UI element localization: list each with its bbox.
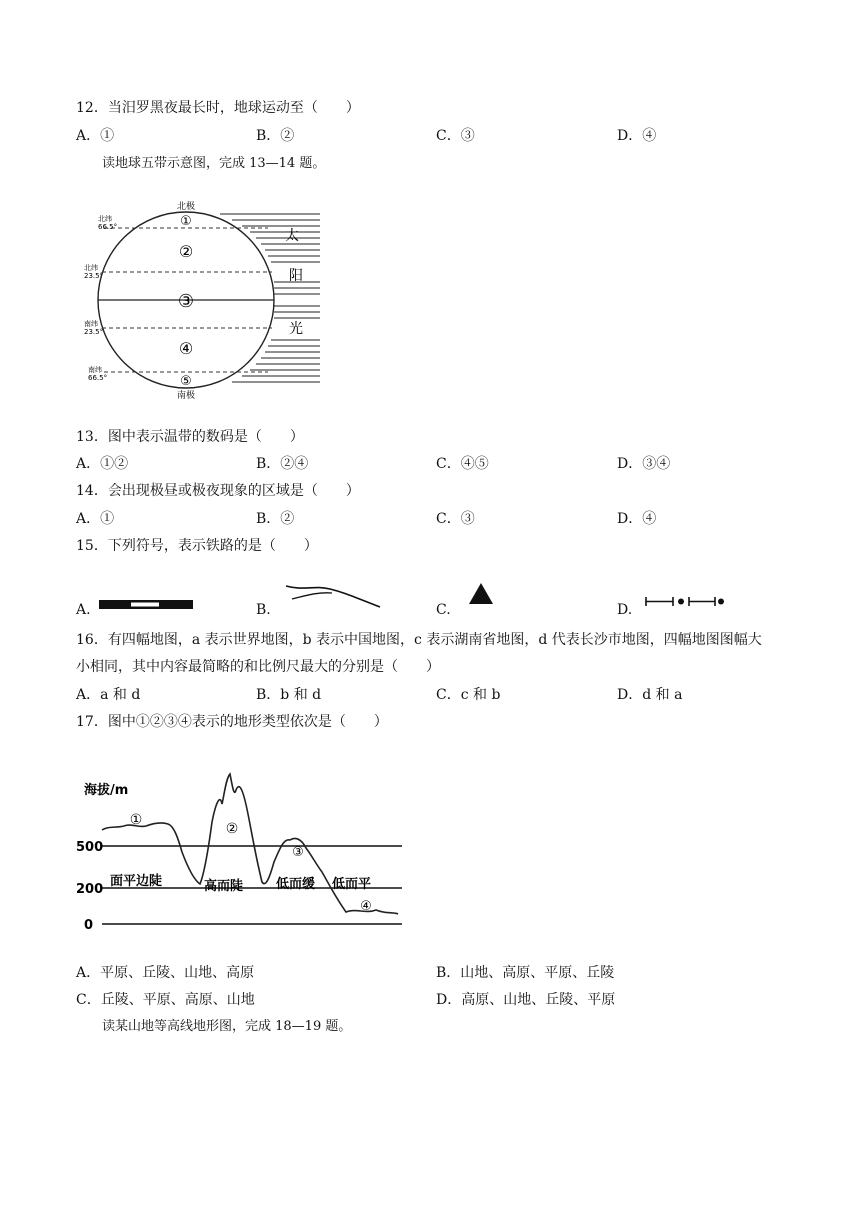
zone-mark-4: ④ <box>178 339 194 358</box>
terrain-label-plateau: 面平边陡 <box>110 874 163 889</box>
tick-0: 0 <box>84 918 94 933</box>
q13-option-c[interactable]: C．④⑤ <box>436 456 489 472</box>
tick-200: 200 <box>76 882 104 897</box>
q14-option-b[interactable]: B．② <box>256 511 295 527</box>
tick-500: 500 <box>76 840 104 855</box>
terrain-label-mountain: 高而陡 <box>204 879 244 894</box>
q15-option-a[interactable]: A. <box>76 602 91 618</box>
terrain-label-plain: 低而平 <box>332 877 372 892</box>
altitude-axis-title: 海拔/m <box>84 783 129 798</box>
q14-option-c[interactable]: C．③ <box>436 511 475 527</box>
q17-stem: 17．图中①②③④表示的地形类型依次是（ ） <box>76 714 388 730</box>
q17-option-a[interactable]: A．平原、丘陵、山地、高原 <box>76 965 255 981</box>
sun-char-2: 阳 <box>289 268 303 284</box>
lat-n665-b: 66.5° <box>98 223 118 231</box>
lat-s235-a: 南纬 <box>84 320 98 328</box>
north-pole-label: 北极 <box>176 202 196 212</box>
lat-s665-a: 南纬 <box>88 366 102 374</box>
q12-stem: 12．当汨罗黑夜最长时，地球运动至（ ） <box>76 100 360 116</box>
q13-option-d[interactable]: D．③④ <box>617 456 671 472</box>
lat-n235-b: 23.5° <box>84 272 104 280</box>
boundary-symbol-icon <box>645 595 725 609</box>
q14-option-d[interactable]: D．④ <box>617 511 657 527</box>
q16-option-a[interactable]: A．a 和 d <box>76 687 141 703</box>
q13-stem: 13．图中表示温带的数码是（ ） <box>76 429 304 445</box>
q12-option-d[interactable]: D．④ <box>617 128 657 144</box>
south-pole-label: 南极 <box>176 391 196 401</box>
q16-option-c[interactable]: C．c 和 b <box>436 687 501 703</box>
q15-option-c[interactable]: C. <box>436 602 451 618</box>
q17-option-b[interactable]: B．山地、高原、平原、丘陵 <box>436 965 615 981</box>
q15-stem: 15．下列符号，表示铁路的是（ ） <box>76 538 318 554</box>
sun-char-1: 太 <box>285 228 299 244</box>
q12-option-b[interactable]: B．② <box>256 128 295 144</box>
q17-option-d[interactable]: D．高原、山地、丘陵、平原 <box>436 992 616 1008</box>
lat-s235-b: 23.5° <box>84 328 104 336</box>
q13-option-b[interactable]: B．②④ <box>256 456 309 472</box>
q16-option-b[interactable]: B．b 和 d <box>256 687 322 703</box>
q17-option-c[interactable]: C．丘陵、平原、高原、山地 <box>76 992 255 1008</box>
five-zones-figure <box>80 196 330 402</box>
terrain-profile-figure <box>76 768 406 934</box>
q13-option-a[interactable]: A．①② <box>76 456 129 472</box>
q14-stem: 14．会出现极昼或极夜现象的区域是（ ） <box>76 483 360 499</box>
q15-option-b[interactable]: B. <box>256 602 271 618</box>
lat-s665-b: 66.5° <box>88 374 108 382</box>
mountain-peak-symbol-icon <box>467 581 495 609</box>
terrain-mark-1: ① <box>129 812 143 828</box>
zone-mark-1: ① <box>180 214 192 229</box>
q16-option-d[interactable]: D．d 和 a <box>617 687 683 703</box>
intro-13-14: 读地球五带示意图，完成 13—14 题。 <box>102 156 326 171</box>
q14-option-a[interactable]: A．① <box>76 511 115 527</box>
terrain-mark-3: ③ <box>292 845 304 860</box>
q12-option-c[interactable]: C．③ <box>436 128 475 144</box>
q16-stem-line1: 16．有四幅地图，a 表示世界地图，b 表示中国地图，c 表示湖南省地图，d 代表长沙市地图，四幅地图图幅大 <box>76 632 762 648</box>
terrain-mark-4: ④ <box>360 899 372 914</box>
river-symbol-icon <box>284 583 384 611</box>
intro-18-19: 读某山地等高线地形图，完成 18—19 题。 <box>102 1019 352 1034</box>
lat-n235-a: 北纬 <box>84 264 98 272</box>
lat-n665-a: 北纬 <box>98 215 112 223</box>
zone-mark-3: ③ <box>177 291 195 312</box>
railway-symbol-icon <box>98 598 194 612</box>
zone-mark-2: ② <box>178 242 194 261</box>
terrain-label-hill: 低而缓 <box>276 877 316 892</box>
q15-option-d[interactable]: D. <box>617 602 633 618</box>
zone-mark-5: ⑤ <box>180 374 192 389</box>
q12-option-a[interactable]: A．① <box>76 128 115 144</box>
sun-char-3: 光 <box>289 321 303 337</box>
q16-stem-line2: 小相同，其中内容最简略的和比例尺最大的分别是（ ） <box>76 659 440 675</box>
terrain-mark-2: ② <box>225 821 239 837</box>
